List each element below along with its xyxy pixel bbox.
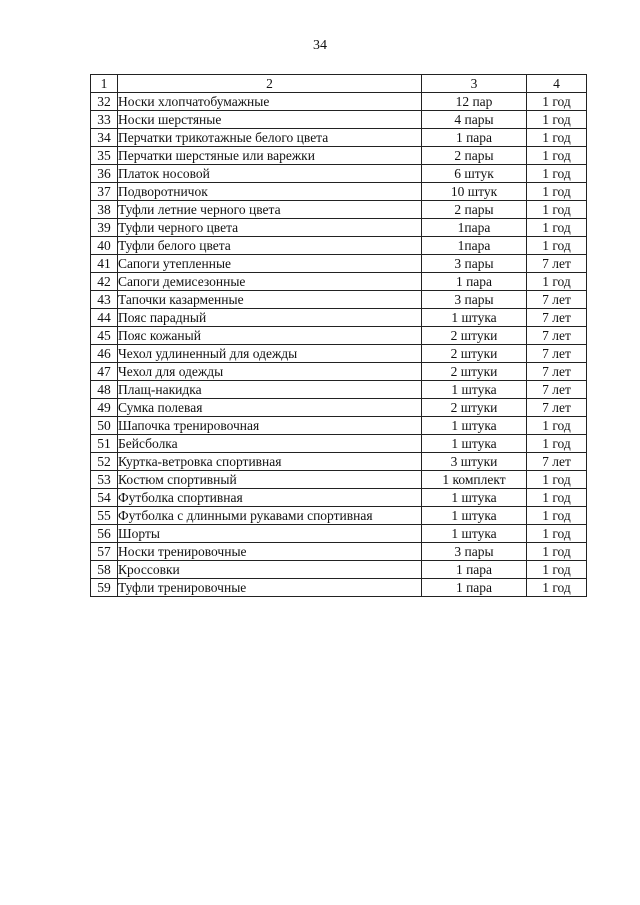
wear-term: 1 год <box>527 543 587 561</box>
item-name: Туфли тренировочные <box>118 579 422 597</box>
item-name: Туфли белого цвета <box>118 237 422 255</box>
header-col-3: 3 <box>422 75 527 93</box>
table-row <box>91 345 587 363</box>
row-number: 50 <box>91 417 118 435</box>
row-number: 56 <box>91 525 118 543</box>
row-number: 52 <box>91 453 118 471</box>
item-name: Носки тренировочные <box>118 543 422 561</box>
item-quantity: 3 пары <box>422 255 527 273</box>
item-name: Платок носовой <box>118 165 422 183</box>
wear-term: 1 год <box>527 93 587 111</box>
table-row <box>91 561 587 579</box>
header-col-2: 2 <box>118 75 422 93</box>
item-name: Перчатки трикотажные белого цвета <box>118 129 422 147</box>
item-name: Костюм спортивный <box>118 471 422 489</box>
item-quantity: 4 пары <box>422 111 527 129</box>
item-name: Носки хлопчатобумажные <box>118 93 422 111</box>
table-row <box>91 543 587 561</box>
row-number: 38 <box>91 201 118 219</box>
wear-term: 1 год <box>527 435 587 453</box>
table-row <box>91 399 587 417</box>
item-quantity: 2 пары <box>422 147 527 165</box>
row-number: 47 <box>91 363 118 381</box>
table-row <box>91 327 587 345</box>
wear-term: 1 год <box>527 417 587 435</box>
wear-term: 7 лет <box>527 255 587 273</box>
row-number: 44 <box>91 309 118 327</box>
item-name: Чехол для одежды <box>118 363 422 381</box>
item-name: Сапоги демисезонные <box>118 273 422 291</box>
row-number: 58 <box>91 561 118 579</box>
row-number: 42 <box>91 273 118 291</box>
row-number: 35 <box>91 147 118 165</box>
table-row <box>91 309 587 327</box>
item-name: Носки шерстяные <box>118 111 422 129</box>
row-number: 41 <box>91 255 118 273</box>
row-number: 55 <box>91 507 118 525</box>
wear-term: 1 год <box>527 129 587 147</box>
item-quantity: 1пара <box>422 237 527 255</box>
item-name: Футболка с длинными рукавами спортивная <box>118 507 422 525</box>
table-row <box>91 237 587 255</box>
item-name: Сапоги утепленные <box>118 255 422 273</box>
wear-term: 1 год <box>527 489 587 507</box>
wear-term: 7 лет <box>527 399 587 417</box>
item-name: Пояс парадный <box>118 309 422 327</box>
row-number: 59 <box>91 579 118 597</box>
row-number: 40 <box>91 237 118 255</box>
table-row <box>91 381 587 399</box>
wear-term: 1 год <box>527 147 587 165</box>
wear-term: 7 лет <box>527 309 587 327</box>
table-row <box>91 291 587 309</box>
row-number: 37 <box>91 183 118 201</box>
item-name: Плащ-накидка <box>118 381 422 399</box>
item-name: Кроссовки <box>118 561 422 579</box>
table-row <box>91 363 587 381</box>
row-number: 39 <box>91 219 118 237</box>
item-quantity: 1 штука <box>422 489 527 507</box>
wear-term: 7 лет <box>527 453 587 471</box>
table-row <box>91 525 587 543</box>
table-body <box>91 93 587 597</box>
table-row <box>91 165 587 183</box>
header-col-4: 4 <box>527 75 587 93</box>
item-quantity: 1 штука <box>422 525 527 543</box>
item-quantity: 6 штук <box>422 165 527 183</box>
wear-term: 7 лет <box>527 291 587 309</box>
item-quantity: 2 штуки <box>422 363 527 381</box>
item-quantity: 1пара <box>422 219 527 237</box>
wear-term: 1 год <box>527 111 587 129</box>
item-quantity: 1 штука <box>422 309 527 327</box>
wear-term: 1 год <box>527 219 587 237</box>
row-number: 54 <box>91 489 118 507</box>
item-quantity: 1 пара <box>422 579 527 597</box>
row-number: 45 <box>91 327 118 345</box>
item-quantity: 1 штука <box>422 435 527 453</box>
wear-term: 1 год <box>527 201 587 219</box>
item-name: Пояс кожаный <box>118 327 422 345</box>
item-quantity: 1 пара <box>422 273 527 291</box>
table-row <box>91 201 587 219</box>
item-quantity: 10 штук <box>422 183 527 201</box>
item-quantity: 2 штуки <box>422 345 527 363</box>
table-row <box>91 417 587 435</box>
item-name: Чехол удлиненный для одежды <box>118 345 422 363</box>
table-row <box>91 273 587 291</box>
item-quantity: 1 штука <box>422 381 527 399</box>
item-quantity: 3 пары <box>422 291 527 309</box>
header-row <box>91 75 587 93</box>
wear-term: 1 год <box>527 507 587 525</box>
row-number: 51 <box>91 435 118 453</box>
table-row <box>91 435 587 453</box>
table-row <box>91 489 587 507</box>
table-row <box>91 183 587 201</box>
table-row <box>91 507 587 525</box>
item-quantity: 1 пара <box>422 561 527 579</box>
wear-term: 1 год <box>527 183 587 201</box>
item-quantity: 1 пара <box>422 129 527 147</box>
row-number: 48 <box>91 381 118 399</box>
table-row <box>91 453 587 471</box>
item-name: Шорты <box>118 525 422 543</box>
table-row <box>91 471 587 489</box>
item-quantity: 1 комплект <box>422 471 527 489</box>
wear-term: 1 год <box>527 561 587 579</box>
row-number: 36 <box>91 165 118 183</box>
item-name: Сумка полевая <box>118 399 422 417</box>
row-number: 53 <box>91 471 118 489</box>
wear-term: 1 год <box>527 165 587 183</box>
item-name: Туфли летние черного цвета <box>118 201 422 219</box>
row-number: 46 <box>91 345 118 363</box>
table-row <box>91 255 587 273</box>
table-row <box>91 93 587 111</box>
table-row <box>91 129 587 147</box>
item-name: Перчатки шерстяные или варежки <box>118 147 422 165</box>
item-quantity: 1 штука <box>422 507 527 525</box>
row-number: 33 <box>91 111 118 129</box>
item-quantity: 2 пары <box>422 201 527 219</box>
item-quantity: 2 штуки <box>422 327 527 345</box>
wear-term: 7 лет <box>527 381 587 399</box>
item-name: Куртка-ветровка спортивная <box>118 453 422 471</box>
table-row <box>91 219 587 237</box>
item-quantity: 12 пар <box>422 93 527 111</box>
wear-term: 1 год <box>527 471 587 489</box>
table-row <box>91 579 587 597</box>
table-row <box>91 111 587 129</box>
row-number: 57 <box>91 543 118 561</box>
wear-term: 1 год <box>527 525 587 543</box>
item-name: Бейсболка <box>118 435 422 453</box>
item-quantity: 1 штука <box>422 417 527 435</box>
row-number: 34 <box>91 129 118 147</box>
item-quantity: 3 пары <box>422 543 527 561</box>
wear-term: 7 лет <box>527 363 587 381</box>
item-quantity: 2 штуки <box>422 399 527 417</box>
item-name: Подворотничок <box>118 183 422 201</box>
supply-norms-table <box>90 74 587 597</box>
table-row <box>91 147 587 165</box>
wear-term: 7 лет <box>527 345 587 363</box>
wear-term: 1 год <box>527 579 587 597</box>
row-number: 43 <box>91 291 118 309</box>
wear-term: 7 лет <box>527 327 587 345</box>
item-name: Туфли черного цвета <box>118 219 422 237</box>
item-name: Шапочка тренировочная <box>118 417 422 435</box>
row-number: 49 <box>91 399 118 417</box>
page-number: 34 <box>313 38 327 53</box>
wear-term: 1 год <box>527 237 587 255</box>
item-quantity: 3 штуки <box>422 453 527 471</box>
wear-term: 1 год <box>527 273 587 291</box>
item-name: Тапочки казарменные <box>118 291 422 309</box>
header-col-1: 1 <box>91 75 118 93</box>
row-number: 32 <box>91 93 118 111</box>
item-name: Футболка спортивная <box>118 489 422 507</box>
